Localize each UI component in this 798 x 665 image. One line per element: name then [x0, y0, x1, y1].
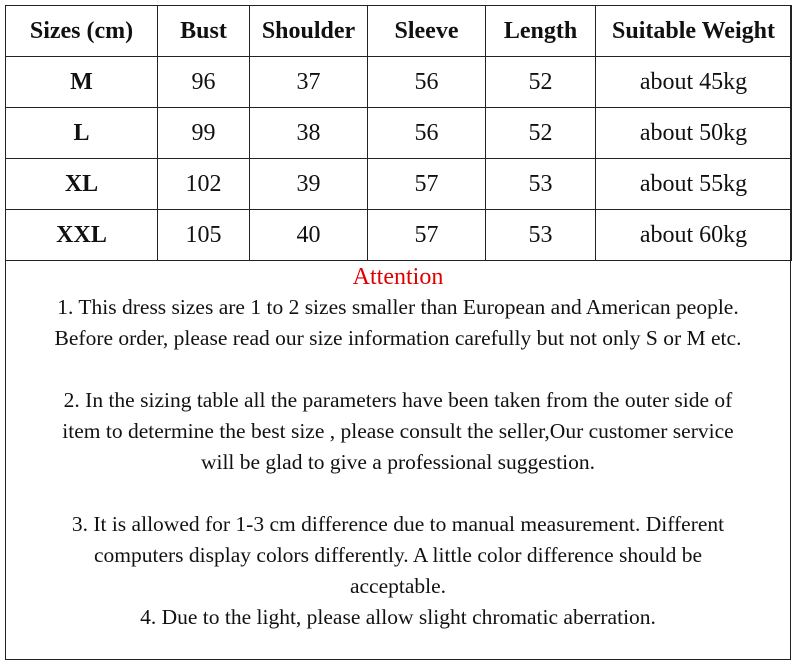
- shoulder-cell: 38: [250, 108, 368, 159]
- size-table: [5, 5, 792, 261]
- size-cell: M: [6, 57, 158, 108]
- header-bust: Bust: [158, 6, 250, 57]
- note-4: [5, 602, 791, 633]
- weight-cell: about 50kg: [596, 108, 792, 159]
- note-2: [5, 385, 791, 478]
- table-row: [6, 210, 792, 261]
- header-suitable-weight: Suitable Weight: [596, 6, 792, 57]
- bust-cell: 99: [158, 108, 250, 159]
- table-row: [6, 159, 792, 210]
- note-line: 2. In the sizing table all the parameters have been taken from the outer side of: [63, 388, 733, 412]
- size-cell: XXL: [6, 210, 158, 261]
- header-length: Length: [486, 6, 596, 57]
- attention-title: Attention: [352, 264, 444, 290]
- bust-cell: 96: [158, 57, 250, 108]
- bust-cell: 102: [158, 159, 250, 210]
- size-cell: L: [6, 108, 158, 159]
- note-line: 1. This dress sizes are 1 to 2 sizes smaller than European and American people.: [57, 295, 739, 319]
- sleeve-cell: 56: [368, 57, 486, 108]
- length-cell: 52: [486, 108, 596, 159]
- note-line: will be glad to give a professional suggestion.: [200, 450, 596, 474]
- length-cell: 53: [486, 159, 596, 210]
- attention-notes: [5, 262, 791, 633]
- note-3: [5, 509, 791, 602]
- table-row: [6, 108, 792, 159]
- weight-cell: about 45kg: [596, 57, 792, 108]
- note-1: [5, 292, 791, 354]
- note-line: item to determine the best size , please consult the seller,Our customer service: [62, 419, 734, 443]
- weight-cell: about 60kg: [596, 210, 792, 261]
- shoulder-cell: 40: [250, 210, 368, 261]
- sleeve-cell: 57: [368, 210, 486, 261]
- size-cell: XL: [6, 159, 158, 210]
- note-line: Before order, please read our size information carefully but not only S or M etc.: [54, 326, 742, 350]
- weight-cell: about 55kg: [596, 159, 792, 210]
- sleeve-cell: 56: [368, 108, 486, 159]
- header-sleeve: Sleeve: [368, 6, 486, 57]
- header-sizes: Sizes (cm): [6, 6, 158, 57]
- bust-cell: 105: [158, 210, 250, 261]
- table-header-row: [6, 6, 792, 57]
- note-line: 3. It is allowed for 1-3 cm difference due to manual measurement. Different: [71, 512, 725, 536]
- table-row: [6, 57, 792, 108]
- note-line: computers display colors differently. A little color difference should be: [93, 543, 702, 567]
- shoulder-cell: 39: [250, 159, 368, 210]
- length-cell: 52: [486, 57, 596, 108]
- note-line: acceptable.: [349, 574, 447, 598]
- length-cell: 53: [486, 210, 596, 261]
- header-shoulder: Shoulder: [250, 6, 368, 57]
- shoulder-cell: 37: [250, 57, 368, 108]
- note-line: 4. Due to the light, please allow slight chromatic aberration.: [140, 605, 656, 629]
- sleeve-cell: 57: [368, 159, 486, 210]
